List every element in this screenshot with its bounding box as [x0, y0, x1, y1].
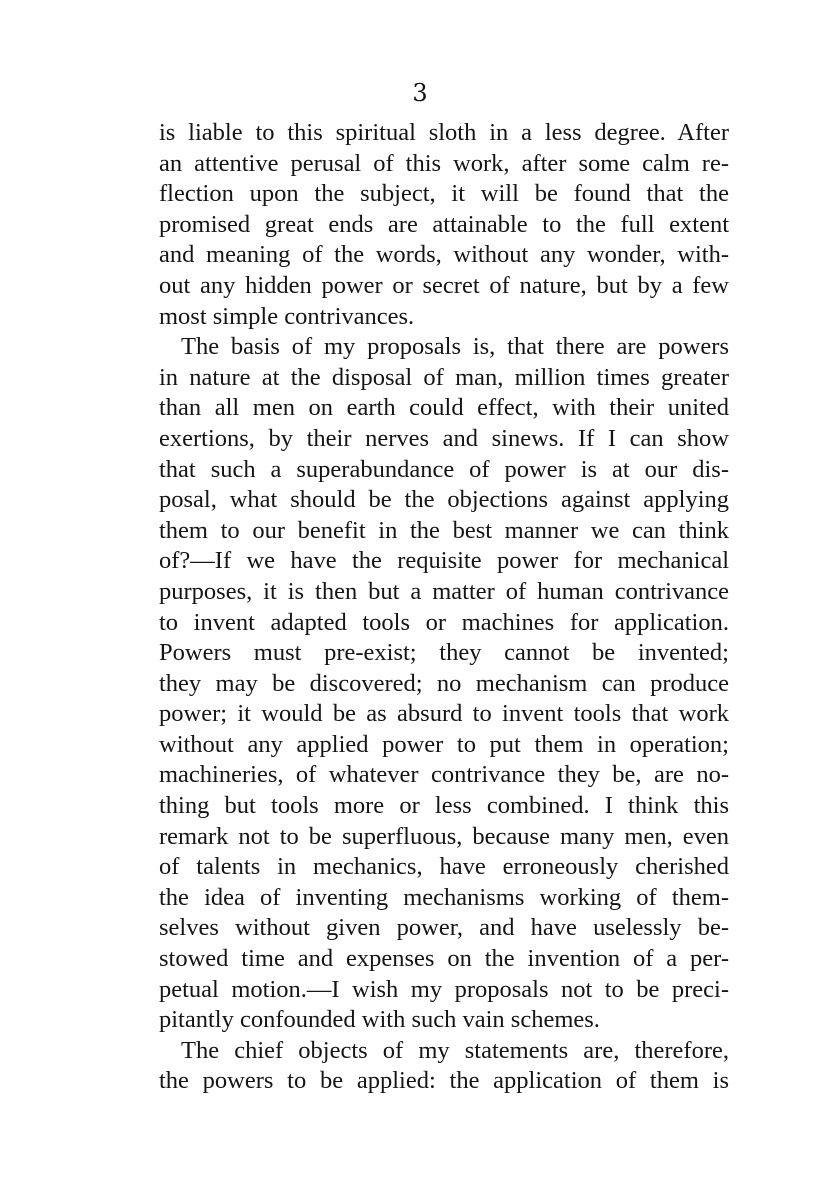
text-line: selves without given power, and have uselessly be-: [159, 914, 729, 942]
text-line: purposes, it is then but a matter of human contrivance: [159, 577, 729, 605]
text-line: thing but tools more or less combined. I think this: [159, 792, 729, 820]
text-line: and meaning of the words, without any wonder, with-: [159, 241, 729, 269]
text-line: remark not to be superfluous, because many men, even: [159, 822, 729, 850]
text-line: the idea of inventing mechanisms working of them-: [159, 883, 729, 911]
page-number: 3: [412, 79, 428, 107]
text-line: posal, what should be the objections against applying: [159, 486, 729, 514]
text-line: promised great ends are attainable to the full extent: [159, 210, 729, 238]
text-line: than all men on earth could effect, with their united: [159, 394, 729, 422]
text-line: without any applied power to put them in operation;: [159, 730, 729, 758]
text-line: power; it would be as absurd to invent tools that work: [159, 700, 729, 728]
text-line: that such a superabundance of power is at our dis-: [159, 455, 729, 483]
paragraph-start-line: The chief objects of my statements are, therefore,: [181, 1036, 729, 1064]
paragraph-start-line: The basis of my proposals is, that there are powers: [181, 333, 729, 361]
text-line: in nature at the disposal of man, million times greater: [159, 363, 729, 391]
text-line: Powers must pre-exist; they cannot be invented;: [159, 639, 729, 667]
text-line: them to our benefit in the best manner we can think: [159, 516, 729, 544]
paragraph-end-line: pitantly confounded with such vain schemes.: [159, 1006, 600, 1034]
text-line: flection upon the subject, it will be found that the: [159, 180, 729, 208]
text-line: an attentive perusal of this work, after some calm re-: [159, 149, 729, 177]
text-line: of?—If we have the requisite power for mechanical: [159, 547, 729, 575]
text-line: out any hidden power or secret of nature, but by a few: [159, 271, 729, 299]
text-line: they may be discovered; no mechanism can produce: [159, 669, 729, 697]
text-line: to invent adapted tools or machines for application.: [159, 608, 729, 636]
text-line: machineries, of whatever contrivance they be, are no-: [159, 761, 729, 789]
body-text: [159, 118, 729, 1097]
paragraph-end-line: most simple contrivances.: [159, 302, 415, 330]
text-line: of talents in mechanics, have erroneously cherished: [159, 853, 729, 881]
text-line: stowed time and expenses on the invention of a per-: [159, 945, 729, 973]
text-line: is liable to this spiritual sloth in a less degree. After: [159, 119, 729, 146]
text-line: exertions, by their nerves and sinews. If I can show: [159, 424, 729, 452]
text-line: petual motion.—I wish my proposals not to be preci-: [159, 975, 729, 1003]
text-line: the powers to be applied: the application of them is: [159, 1067, 729, 1095]
